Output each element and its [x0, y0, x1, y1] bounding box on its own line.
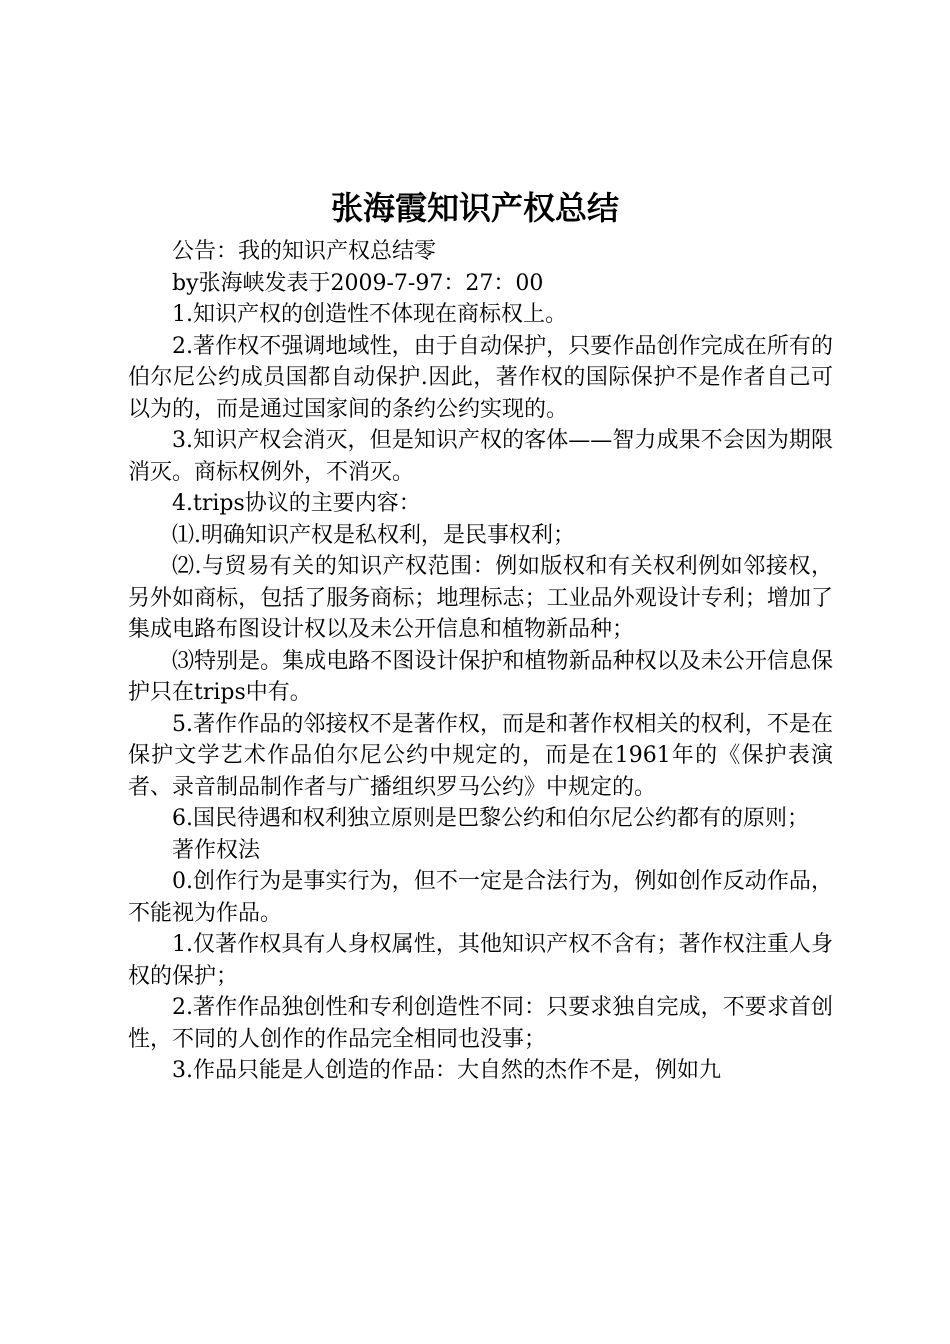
- document-body: [128, 236, 833, 1087]
- paragraph: 6.国民待遇和权利独立原则是巴黎公约和伯尔尼公约都有的原则；: [172, 806, 809, 831]
- paragraph: ⑵.与贸易有关的知识产权范围：例如版权和有关权利例如邻接权，另外如商标，包括了服务商标；地理标志；工业品外观设计专利；增加了集成电路布图设计权以及未公开信息和植物新品种；: [128, 554, 833, 642]
- document-title: 张海霞知识产权总结: [330, 189, 619, 227]
- paragraph: ⑶特别是。集成电路不图设计保护和植物新品种权以及未公开信息保护只在trips中有。: [128, 648, 833, 705]
- paragraph: 1.仅著作权具有人身权属性，其他知识产权不含有；著作权注重人身权的保护；: [128, 932, 833, 989]
- paragraph-announcement: 公告：我的知识产权总结零: [172, 239, 437, 264]
- paragraph: 2.著作权不强调地域性，由于自动保护，只要作品创作完成在所有的伯尔尼公约成员国都自动保护.因此，著作权的国际保护不是作者自己可以为的，而是通过国家间的条约公约实现的。: [128, 333, 833, 422]
- paragraph: 5.著作作品的邻接权不是著作权，而是和著作权相关的权利，不是在保护文学艺术作品伯尔尼公约中规定的，而是在1961年的《保护表演者、录音制品制作者与广播组织罗马公约》中规定的。: [128, 711, 833, 800]
- paragraph: 3.作品只能是人创造的作品：大自然的杰作不是，例如九: [172, 1058, 721, 1083]
- paragraph: 0.创作行为是事实行为，但不一定是合法行为，例如创作反动作品，不能视为作品。: [128, 869, 833, 926]
- paragraph-byline: by张海峡发表于2009-7-97：27：00: [172, 270, 544, 296]
- paragraph: ⑴.明确知识产权是私权利，是民事权利；: [172, 522, 575, 548]
- paragraph: 3.知识产权会消灭，但是知识产权的客体——智力成果不会因为期限消灭。商标权例外，不消灭。: [128, 428, 833, 485]
- paragraph: 2.著作作品独创性和专利创造性不同：只要求独自完成，不要求首创性，不同的人创作的作品完全相同也没事；: [128, 995, 833, 1052]
- paragraph: 4.trips协议的主要内容：: [172, 491, 421, 516]
- paragraph: 1.知识产权的创造性不体现在商标权上。: [172, 302, 567, 327]
- section-heading: 著作权法: [172, 837, 261, 863]
